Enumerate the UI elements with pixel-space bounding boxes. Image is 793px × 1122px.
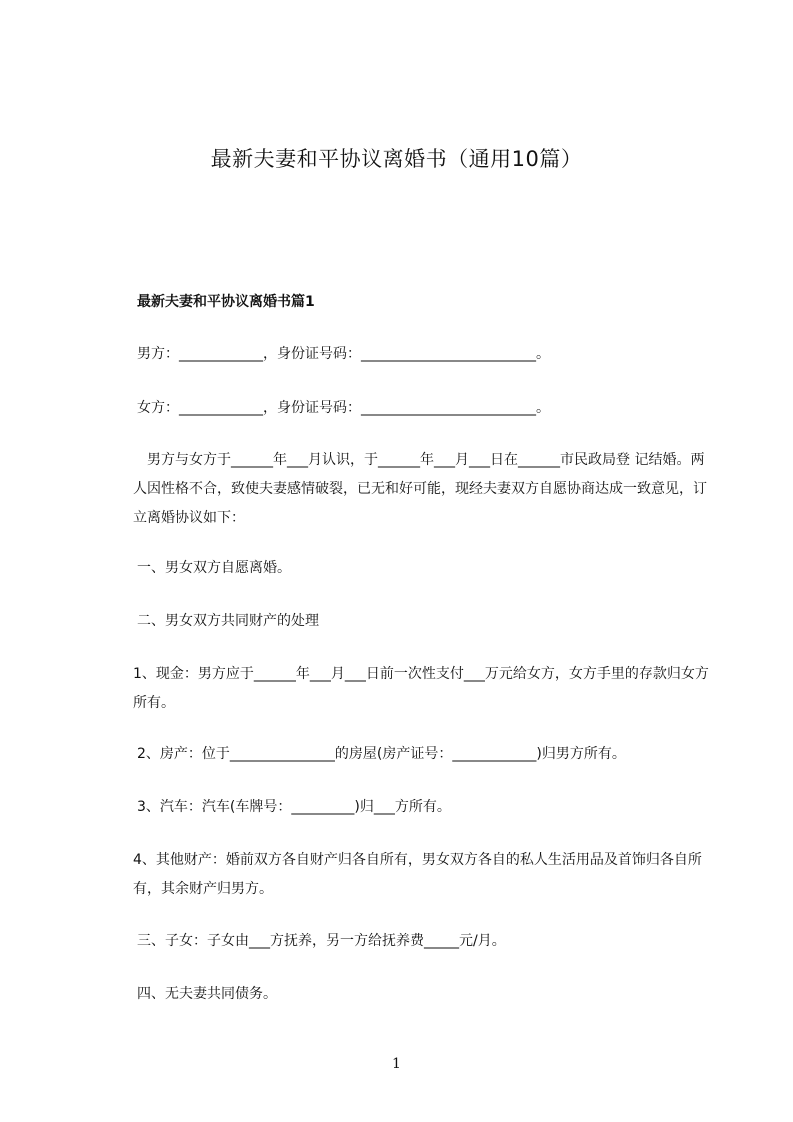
male-party-line: 男方：____________，身份证号码：_________________________。 bbox=[137, 346, 550, 362]
page-number: 1 bbox=[392, 1056, 401, 1072]
intro-paragraph: 男方与女方于______年___月认识，于______年___月___日在______市民政局登 记结婚。两人因性格不合，致使夫妻感情破裂，已无和好可能，现经夫妻双方自愿协商达成一致意见，订立离婚协议如下： bbox=[133, 452, 707, 526]
item-house: 2、房产：位于_______________的房屋(房产证号：____________)归男方所有。 bbox=[137, 746, 626, 762]
document-title: 最新夫妻和平协议离婚书（通用10篇） bbox=[210, 147, 583, 171]
item-other: 4、其他财产：婚前双方各自财产归各自所有，男女双方各自的私人生活用品及首饰归各自所有，其余财产归男方。 bbox=[133, 852, 702, 897]
clause-1: 一、男女双方自愿离婚。 bbox=[137, 560, 291, 576]
female-party-line: 女方：____________，身份证号码：_________________________。 bbox=[137, 400, 550, 416]
clause-4: 四、无夫妻共同债务。 bbox=[137, 986, 277, 1002]
clause-3: 三、子女：子女由___方抚养，另一方给抚养费_____元/月。 bbox=[137, 933, 506, 949]
item-car: 3、汽车：汽车(车牌号：_________)归___方所有。 bbox=[137, 799, 451, 815]
item-cash: 1、现金：男方应于______年___月___日前一次性支付___万元给女方，女方手里的存款归女方所有。 bbox=[133, 666, 709, 711]
clause-2: 二、男女双方共同财产的处理 bbox=[137, 613, 319, 629]
section-heading: 最新夫妻和平协议离婚书篇1 bbox=[137, 294, 315, 310]
